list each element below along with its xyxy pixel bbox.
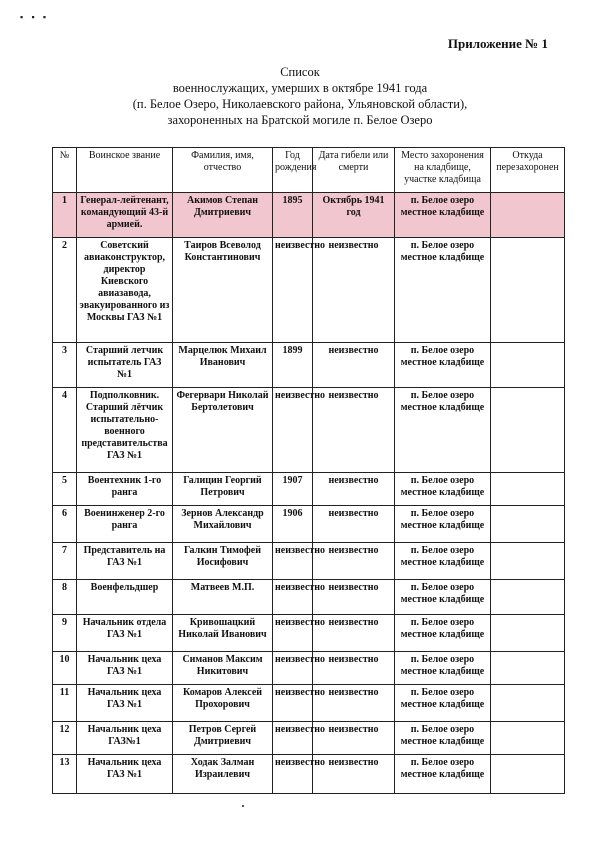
cell-rank: Начальник цеха ГАЗ№1 (77, 722, 173, 755)
cell-number: 11 (53, 685, 77, 722)
cell-burial-place: п. Белое озеро местное кладбище (395, 506, 491, 543)
title-line-1: Список (280, 65, 320, 79)
cell-rank: Военфельдшер (77, 580, 173, 615)
header-rank: Воинское звание (77, 148, 173, 193)
cell-death-date: неизвестно (313, 506, 395, 543)
document-title (0, 64, 600, 128)
cell-rank: Военинженер 2-го ранга (77, 506, 173, 543)
cell-number: 2 (53, 238, 77, 343)
cell-number: 9 (53, 615, 77, 652)
cell-death-date: неизвестно (313, 652, 395, 685)
cell-birth-year: неизвестно (273, 580, 313, 615)
cell-number: 13 (53, 755, 77, 794)
table-row (53, 755, 565, 794)
cell-full-name: Фегервари Николай Бертолетович (173, 388, 273, 473)
cell-burial-place: п. Белое озеро местное кладбище (395, 543, 491, 580)
cell-death-date: неизвестно (313, 685, 395, 722)
cell-full-name: Зернов Александр Михайлович (173, 506, 273, 543)
cell-reburied-from (491, 652, 565, 685)
cell-burial-place: п. Белое озеро местное кладбище (395, 580, 491, 615)
cell-birth-year: 1906 (273, 506, 313, 543)
cell-number: 10 (53, 652, 77, 685)
cell-rank: Представитель на ГАЗ №1 (77, 543, 173, 580)
appendix-label: Приложение № 1 (447, 36, 548, 51)
cell-rank: Начальник цеха ГАЗ №1 (77, 652, 173, 685)
cell-birth-year: неизвестно (273, 388, 313, 473)
cell-rank: Подполковник. Старший лётчик испытательно-военного представительства ГАЗ №1 (77, 388, 173, 473)
cell-burial-place: п. Белое озеро местное кладбище (395, 473, 491, 506)
table-row (53, 473, 565, 506)
cell-number: 3 (53, 343, 77, 388)
cell-rank: Воентехник 1-го ранга (77, 473, 173, 506)
cell-number: 5 (53, 473, 77, 506)
cell-death-date: неизвестно (313, 343, 395, 388)
cell-rank: Советский авиаконструктор, директор Киевского авиазавода, эвакуированного из Москвы ГАЗ №1 (77, 238, 173, 343)
cell-number: 7 (53, 543, 77, 580)
burial-register-table (52, 147, 565, 794)
cell-reburied-from (491, 473, 565, 506)
cell-number: 1 (53, 193, 77, 238)
scan-dot (242, 805, 244, 807)
title-line-3: (п. Белое Озеро, Николаевского района, Ульяновской области), (132, 97, 468, 111)
cell-death-date: неизвестно (313, 615, 395, 652)
table-row (53, 615, 565, 652)
table-row (53, 193, 565, 238)
table-row (53, 722, 565, 755)
cell-burial-place: п. Белое озеро местное кладбище (395, 685, 491, 722)
cell-birth-year: неизвестно (273, 652, 313, 685)
cell-birth-year: неизвестно (273, 543, 313, 580)
header-burial-place: Место захоронения на кладбище, участке кладбища (395, 148, 491, 193)
cell-birth-year: неизвестно (273, 615, 313, 652)
cell-birth-year: неизвестно (273, 685, 313, 722)
cell-birth-year: 1895 (273, 193, 313, 238)
cell-full-name: Комаров Алексей Прохорович (173, 685, 273, 722)
cell-full-name: Кривошацкий Николай Иванович (173, 615, 273, 652)
cell-reburied-from (491, 193, 565, 238)
cell-full-name: Марцелюк Михаил Иванович (173, 343, 273, 388)
table-row (53, 652, 565, 685)
cell-death-date: неизвестно (313, 238, 395, 343)
cell-full-name: Симанов Максим Никитович (173, 652, 273, 685)
cell-full-name: Галкин Тимофей Иосифович (173, 543, 273, 580)
table-row (53, 343, 565, 388)
cell-reburied-from (491, 343, 565, 388)
cell-reburied-from (491, 722, 565, 755)
cell-rank: Начальник отдела ГАЗ №1 (77, 615, 173, 652)
cell-full-name: Акимов Степан Дмитриевич (173, 193, 273, 238)
cell-death-date: неизвестно (313, 580, 395, 615)
cell-burial-place: п. Белое озеро местное кладбище (395, 343, 491, 388)
cell-death-date: неизвестно (313, 388, 395, 473)
table-row (53, 388, 565, 473)
table-header-row (53, 148, 565, 193)
cell-reburied-from (491, 238, 565, 343)
cell-full-name: Матвеев М.П. (173, 580, 273, 615)
cell-burial-place: п. Белое озеро местное кладбище (395, 238, 491, 343)
cell-reburied-from (491, 506, 565, 543)
table-row (53, 543, 565, 580)
cell-number: 6 (53, 506, 77, 543)
scan-marks: ▪ ▪ ▪ (20, 12, 50, 22)
table-row (53, 580, 565, 615)
cell-reburied-from (491, 615, 565, 652)
header-birth-year: Год рождения (273, 148, 313, 193)
cell-birth-year: неизвестно (273, 755, 313, 794)
title-line-4: захороненных на Братской могиле п. Белое Озеро (167, 113, 433, 127)
cell-full-name: Петров Сергей Дмитриевич (173, 722, 273, 755)
cell-rank: Начальник цеха ГАЗ №1 (77, 685, 173, 722)
cell-burial-place: п. Белое озеро местное кладбище (395, 722, 491, 755)
cell-burial-place: п. Белое озеро местное кладбище (395, 652, 491, 685)
table-row (53, 238, 565, 343)
table-row (53, 506, 565, 543)
cell-burial-place: п. Белое озеро местное кладбище (395, 388, 491, 473)
cell-number: 4 (53, 388, 77, 473)
header-full-name: Фамилия, имя, отчество (173, 148, 273, 193)
cell-reburied-from (491, 685, 565, 722)
cell-burial-place: п. Белое озеро местное кладбище (395, 615, 491, 652)
header-number: № (53, 148, 77, 193)
cell-birth-year: 1899 (273, 343, 313, 388)
cell-reburied-from (491, 543, 565, 580)
cell-full-name: Таиров Всеволод Константинович (173, 238, 273, 343)
cell-rank: Старший летчик испытатель ГАЗ №1 (77, 343, 173, 388)
cell-reburied-from (491, 388, 565, 473)
cell-death-date: неизвестно (313, 755, 395, 794)
cell-birth-year: неизвестно (273, 722, 313, 755)
cell-death-date: неизвестно (313, 543, 395, 580)
header-death-date: Дата гибели или смерти (313, 148, 395, 193)
cell-birth-year: 1907 (273, 473, 313, 506)
cell-full-name: Ходак Залман Израилевич (173, 755, 273, 794)
cell-rank: Начальник цеха ГАЗ №1 (77, 755, 173, 794)
cell-rank: Генерал-лейтенант, командующий 43-й армией. (77, 193, 173, 238)
cell-burial-place: п. Белое озеро местное кладбище (395, 755, 491, 794)
cell-death-date: неизвестно (313, 473, 395, 506)
cell-burial-place: п. Белое озеро местное кладбище (395, 193, 491, 238)
cell-number: 8 (53, 580, 77, 615)
header-reburied-from: Откуда перезахоронен (491, 148, 565, 193)
cell-reburied-from (491, 580, 565, 615)
cell-number: 12 (53, 722, 77, 755)
cell-death-date: Октябрь 1941 год (313, 193, 395, 238)
cell-reburied-from (491, 755, 565, 794)
cell-full-name: Галицин Георгий Петрович (173, 473, 273, 506)
cell-birth-year: неизвестно (273, 238, 313, 343)
title-line-2: военнослужащих, умерших в октябре 1941 года (172, 81, 428, 95)
cell-death-date: неизвестно (313, 722, 395, 755)
table-row (53, 685, 565, 722)
